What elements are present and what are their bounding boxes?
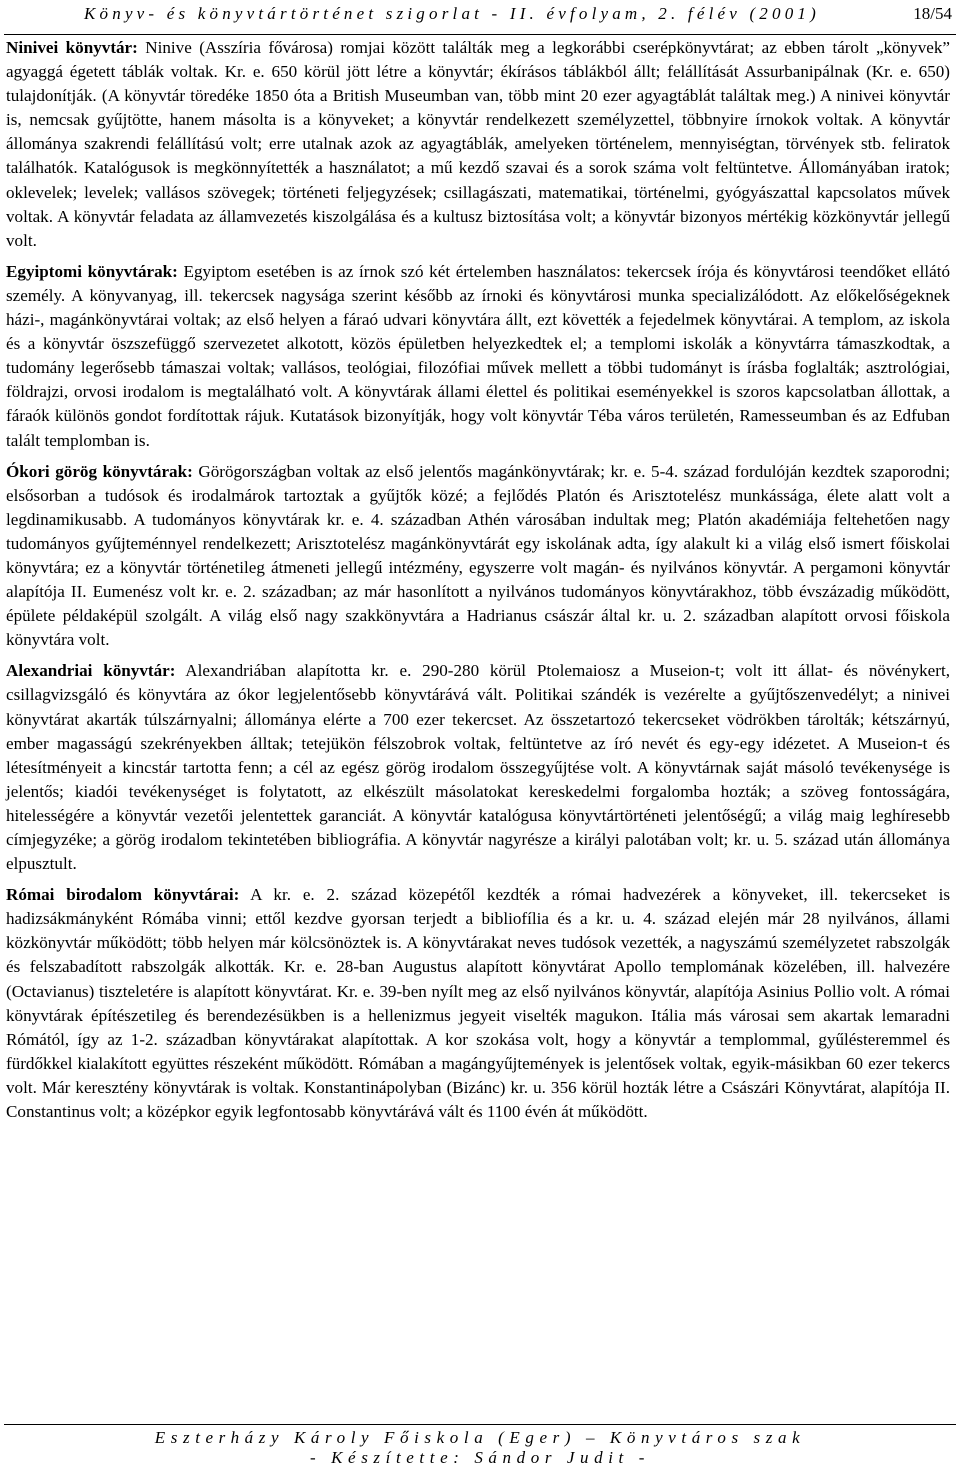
footer-author: - Készítette: Sándor Judit - <box>310 1448 650 1467</box>
header-divider <box>4 34 956 35</box>
page-header <box>0 4 960 28</box>
section-text: Alexandriában alapította kr. e. 290-280 körül Ptolemaiosz a Museion-t; volt itt állat- és növénykert, csillagvizsgáló és könyvtára az ókor legjelentősebb könyvtárává vált. Politikai szándék is vezérelte a gyűjtőszenvedélyt; a ninivei könyvtárat akarták túlszárnyalni; állománya elérte a 700 ezer tekercset. Az összetartozó tekercseket vödrökben tárolták; kétszárnyú, ember magasságú szekrényekben álltak; tetejükön félszobrok voltak, feltüntetve az író nevét és egy-egy idézetet. A Museion-t és létesítményeit a kincstár tartotta fenn; a cél az egész görög irodalom összegyűjtése volt. A könyvtárnak saját másoló tevékenysége is jelentős; kiadói tevékenységet is folytatott, az elkészült másolatokat kereskedelmi forgalomba hozták; a szöveg fontosságára, hitelességére a könyvtár vezetői jelentettek garanciát. A könyvtár katalógusa könyvtártörténeti jelentőségű; a világ maig leghíresebb címjegyzéke; a görög irodalom tekintetében bibliográfia. A könyvtár nagyrésze a királyi palotában volt; kr. u. 5. század után állománya elpusztult. <box>6 661 950 874</box>
section-text: A kr. e. 2. század közepétől kezdték a római hadvezérek a könyveket, ill. tekercseket is hadizsákmányként Rómába vinni; ettől kezdve gyorsan terjedt a bibliofília és a kr. u. 4. század elején már 28 nyilvános, állami közkönyvtár működött; több helyen már kölcsönöztek is. A könyvtárakat neves tudósok vezették, a nagyszámú személyzetet rabszolgák és felszabadított rabszolgák alkották. Kr. e. 28-ban Augustus alapított könyvtárat Apollo templomának közelében, ill. halvezére (Octavianus) tiszteletére is alapított könyvtárat. Kr. e. 39-ben nyílt meg az első nyilvános könyvtár, alapítója Asinius Pollio volt. A római könyvtárak építészetileg és berendezésükben is a hellenizmus jegyeit viselték magukon. Itália más városai sem akartak lemaradni Rómától, így az 1-2. században könyvtárakat alapítottak. A kor szokása volt, hogy a könyvtár a templommal, gyűlésteremmel és fürdőkkel kialakított együttes részeként működött. Rómában a magángyűjtemények is jelentősek voltak, egyik-másikban 60 ezer tekercs volt. Már keresztény könyvtárak is voltak. Konstantinápolyban (Bizánc) kr. u. 356 körül hozták létre a Császári Könyvtárat, alapítója II. Constantinus volt; a középkor egyik legfontosabb könyvtárává vált és 1100 évén át működött. <box>6 885 950 1122</box>
section-heading: Alexandriai könyvtár: <box>6 661 176 681</box>
section-heading: Római birodalom könyvtárai: <box>6 885 240 905</box>
document-body <box>6 36 950 1131</box>
footer-divider <box>4 1424 956 1425</box>
section-ninive <box>6 36 950 253</box>
section-greek <box>6 460 950 653</box>
section-heading: Ninivei könyvtár: <box>6 38 138 57</box>
header-title: Könyv- és könyvtártörténet szigorlat - II. évfolyam, 2. félév (2001) <box>84 4 820 23</box>
section-alexandria <box>6 659 950 876</box>
footer-institution: Eszterházy Károly Főiskola (Eger) – Könyvtáros szak <box>154 1428 806 1447</box>
section-text: Görögországban voltak az első jelentős magánkönyvtárak; kr. e. 5-4. század fordulóján kezdtek szaporodni; elsősorban a tudósok és irodalmárok tartoztak a gyűjtők közé; a fejlődés Platón és Arisztotelész munkássága, élete alatt volt a legdinamikusabb. A tudományos könyvtárak kr. e. 4. században Athén városában indultak meg; Platón akadémiája feltehetően nagy tudományos gyűjteménnyel rendelkezett; Arisztotelész magánkönyvtárát egy iskolának adta, így alakult ki a világ első ismert főiskolai könyvtára; ez a könyvtár történetileg átmeneti jellegű intézmény, egyszerre volt magán- és nyilvános könyvtár. A pergamoni könyvtár alapítója II. Eumenész volt kr. e. 2. században; az már hasonlított a nyilvános tudományos könyvtárakhoz, több évszázadig működött, épülete példaképül szolgált. A világ első nagy szakkönyvtára a Hadrianus császár által kr. u. 2. században alapított orvosi főiskola könyvtára volt. <box>6 461 951 650</box>
section-egypt <box>6 260 950 453</box>
section-text: Ninive (Asszíria fővárosa) romjai között találták meg a legkorábbi cserépkönyvtárat; az ebben tárolt „könyvek” agyaggá égetett táblák voltak. Kr. e. 650 körül jött létre a könyvtár; ékírásos táblákból állt; felállítását Assurbanipálnak (Kr. e. 650) tulajdonítják. (A könyvtár töredéke 1850 óta a British Museumban van, több mint 20 ezer agyagtáblát találtak meg.) A ninivei könyvtár is, nemcsak gyűjtötte, hanem másolta is a könyveket; a könyvtár rendelkezett személyzettel, többnyire írnokok voltak. A könyvtár állománya szakrendi felállítású volt; erre utalnak azok az agyagtáblák, amelyeken történelem, mennyiségtan, törvények stb. feliratok találhatók. Katalógusok is megkönnyítették a használatot; a mű kezdő szavai és a sorok száma volt feltüntetve. Állományában iratok; oklevelek; levelek; vallásos szövegek; történeti feljegyzések; csillagászati, matematikai, történelmi, gyógyászattal kapcsolatos művek voltak. A könyvtár feladata az államvezetés kiszolgálása és a kultusz biztosítása volt; a könyvtár bizonyos mértékig közkönyvtár jellegű volt. <box>6 38 950 250</box>
section-text: Egyiptom esetében is az írnok szó két értelemben használatos: tekercsek írója és könyvtárosi teendőket ellátó személy. A könyvanyag, ill. tekercsek nagysága szerint később az írnoki és könyvtárosi munka specializálódott. Az előkelőségeknek házi-, magánkönyvtárai voltak; az első helyen a fáraó udvari könyvtára állt, ezt követték a fejedelmek könyvtárai. A templom, az iskola és a könyvtár öszszefüggő szervezetet alkotott, közös épületben helyezkedtek el; a templomi iskolák a könyvtárra támaszkodtak, a tudomány legerősebb támaszai voltak; vallásos, teológiai, filozófiai művek mellett a többi tudományt is írásba foglalták; asztrológiai, földrajzi, orvosi irodalom is megtalálható volt. A könyvtárak állami élettel és politikai eseményekkel is szoros kapcsolatban állottak, a fáraók különös gondot fordítottak rájuk. Kutatások bizonyítják, hogy volt könyvtár Téba város területén, Ramesseumban és az Edfuban talált templomban is. <box>6 261 951 450</box>
section-heading: Ókori görög könyvtárak: <box>6 461 193 481</box>
section-heading: Egyiptomi könyvtárak: <box>6 261 178 281</box>
page-number: 18/54 <box>913 4 952 23</box>
section-rome <box>6 883 950 1124</box>
